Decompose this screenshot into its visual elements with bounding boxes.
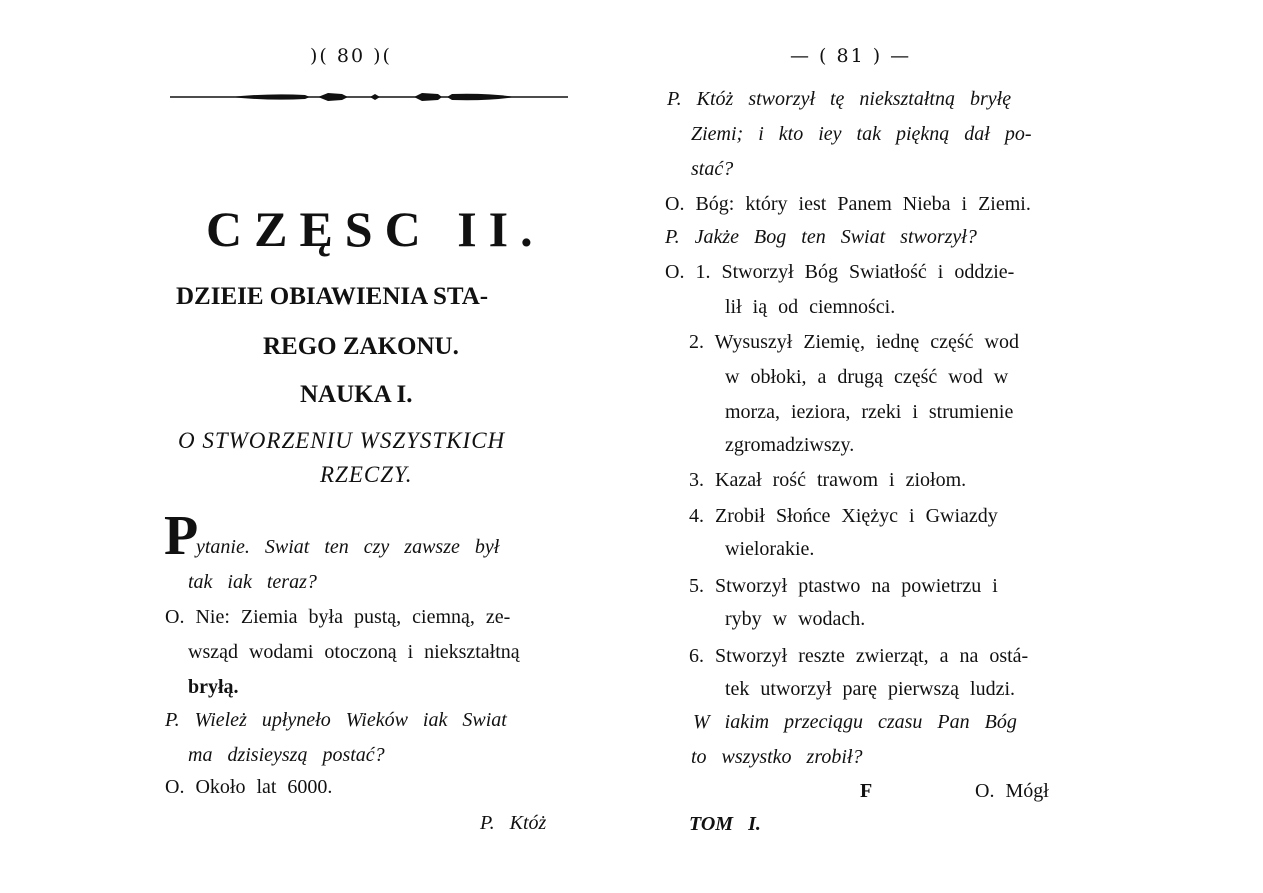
text-line: bryłą. <box>188 676 239 698</box>
text-line: 3. Kazał rość trawom i ziołom. <box>689 469 967 491</box>
text-line: wielorakie. <box>725 538 815 560</box>
text-line: zgromadziwszy. <box>725 434 855 456</box>
ornament-divider-icon <box>170 92 568 102</box>
text-line: 4. Zrobił Słońce Xiężyc i Gwiazdy <box>689 505 998 527</box>
text-line: W iakim przeciągu czasu Pan Bóg <box>693 711 1017 733</box>
drop-cap: P <box>164 505 199 567</box>
subtitle-line1: O STWORZENIU WSZYSTKICH <box>178 428 506 453</box>
part-title: CZĘSC II. <box>206 201 545 257</box>
text-line: 5. Stworzył ptastwo na powietrzu i <box>689 575 998 597</box>
text-line: P. Jakże Bog ten Swiat stworzył? <box>665 226 977 248</box>
page-number: )( 80 )( <box>310 45 392 67</box>
text-line: ma dzisieyszą postać? <box>188 744 385 766</box>
page-number: — ( 81 ) — <box>790 45 912 67</box>
text-line: to wszystko zrobił? <box>691 746 863 768</box>
catchword: P. Któż <box>480 812 547 834</box>
text-line: P. Wieleż upłyneło Wieków iak Swiat <box>165 709 507 731</box>
catchword: O. Mógł <box>975 780 1049 802</box>
section-title-line1: DZIEIE OBIAWIENIA STA- <box>176 283 489 310</box>
text-line: stać? <box>691 158 734 180</box>
text-line: O. Nie: Ziemia była pustą, ciemną, ze- <box>165 606 511 628</box>
text-line: O. Około lat 6000. <box>165 776 333 798</box>
text-line: 6. Stworzył reszte zwierząt, a na ostá- <box>689 645 1029 667</box>
section-title-line2: REGO ZAKONU. <box>263 333 459 360</box>
right-page <box>665 0 1090 893</box>
text-line: w obłoki, a drugą część wod w <box>725 366 1009 388</box>
text-line: O. 1. Stworzył Bóg Swiatłość i oddzie- <box>665 261 1015 283</box>
volume-label: TOM I. <box>689 813 761 835</box>
signature-mark: F <box>860 780 873 802</box>
text-line: 2. Wysuszył Ziemię, iednę część wod <box>689 331 1019 353</box>
text-line: tak iak teraz? <box>188 571 317 593</box>
text-line: P. Któż stworzył tę niekształtną bryłę <box>667 88 1012 110</box>
text-line: ytanie. Swiat ten czy zawsze był <box>196 536 500 558</box>
text-line: tek utworzył parę pierwszą ludzi. <box>725 678 1016 700</box>
text-line: wsząd wodami otoczoną i niekształtną <box>188 641 520 663</box>
text-line: lił ią od ciemności. <box>725 296 896 318</box>
text-line: O. Bóg: który iest Panem Nieba i Ziemi. <box>665 193 1031 215</box>
lesson-title: NAUKA I. <box>300 381 413 408</box>
text-line: morza, ieziora, rzeki i strumienie <box>725 401 1014 423</box>
text-line: Ziemi; i kto iey tak piękną dał po- <box>691 123 1032 145</box>
subtitle-line2: RZECZY. <box>320 462 413 487</box>
text-line: ryby w wodach. <box>725 608 866 630</box>
left-page <box>160 0 590 893</box>
